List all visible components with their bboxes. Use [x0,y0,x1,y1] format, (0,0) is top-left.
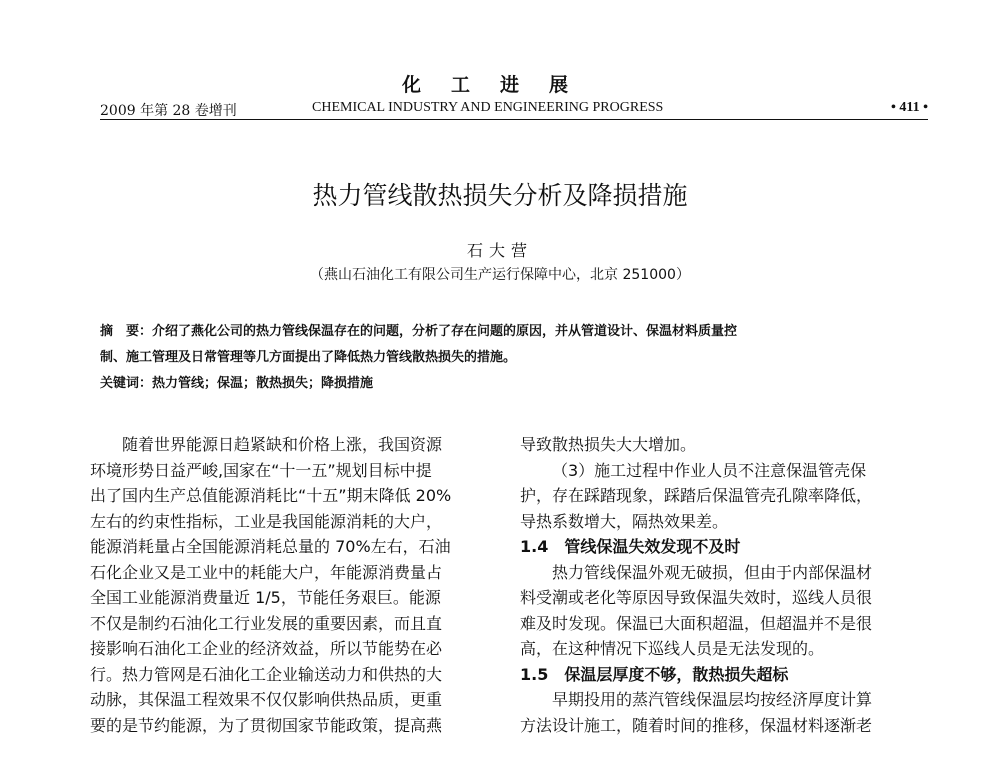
body-line: 高，在这种情况下巡线人员是无法发现的。 [520,639,825,658]
body-column-left [90,432,498,738]
body-line: 难及时发现。保温已大面积超温，但超温并不是很 [520,613,873,633]
section-heading-1-4: 1.4 管线保温失效发现不及时 [520,537,741,556]
abstract-text-line-2: 制、施工管理及日常管理等几方面提出了降低热力管线散热损失的措施。 [100,350,517,365]
header-rule [100,119,928,120]
body-line: 早期投用的蒸汽管线保温层均按经济厚度计算 [552,690,873,709]
body-line: 行。热力管网是石油化工企业输送动力和供热的大 [90,664,443,684]
author-affiliation: （燕山石油化工有限公司生产运行保障中心，北京 251000） [310,267,690,283]
body-line: 出了国内生产总值能源消耗比“十五”期末降低 20% [90,486,452,505]
body-line: 导热系数增大，隔热效果差。 [520,511,729,531]
body-line: 热力管线保温外观无破损，但由于内部保温材 [552,562,873,582]
abstract [100,319,908,371]
body-line: 环境形势日益严峻,国家在“十一五”规划目标中提 [90,460,432,480]
body-line: 能源消耗量占全国能源消耗总量的 70%左右，石油 [90,537,451,556]
body-line: 方法设计施工，随着时间的推移，保温材料逐渐老 [520,715,873,735]
body-line: 全国工业能源消费量近 1/5，节能任务艰巨。能源 [90,588,441,607]
body-column-right [520,432,928,738]
abstract-label: 摘 要： [100,324,153,339]
body-line: 随着世界能源日趋紧缺和价格上涨，我国资源 [122,435,443,454]
keywords-label: 关键词： [100,376,153,391]
body-line: 左右的约束性指标，工业是我国能源消耗的大户， [90,511,443,531]
body-line: 要的是节约能源，为了贯彻国家节能政策，提高燕 [90,715,443,735]
author-name: 石大营 [466,241,533,260]
abstract-text-line-1: 介绍了燕化公司的热力管线保温存在的问题，分析了存在问题的原因，并从管道设计、保温材料质量控 [152,324,738,339]
body-line: 接影响石油化工企业的经济效益，所以节能势在必 [90,639,443,658]
body-line: 石化企业又是工业中的耗能大户，年能源消费量占 [90,562,443,582]
journal-title-en: CHEMICAL INDUSTRY AND ENGINEERING PROGRESS [312,100,664,115]
body-line: 动脉，其保温工程效果不仅仅影响供热品质，更重 [90,690,443,709]
journal-title-cn: 化工进展 [401,74,598,96]
running-header [100,100,928,120]
page-number: • 411 • [890,100,928,115]
section-heading-1-5: 1.5 保温层厚度不够，散热损失超标 [520,664,789,684]
body-line: （3）施工过程中作业人员不注意保温管壳保 [552,460,867,480]
keywords [100,372,908,391]
keywords-text: 热力管线；保温；散热损失；降损措施 [152,376,374,391]
body-line: 导致散热损失大大增加。 [520,435,697,454]
body-line: 料受潮或老化等原因导致保温失效时，巡线人员很 [520,588,873,607]
article-title: 热力管线散热损失分析及降损措施 [312,181,688,210]
body-line: 不仅是制约石油化工行业发展的重要因素，而且直 [90,613,443,633]
issue-info: 2009 年第 28 卷增刊 [100,103,237,119]
body-line: 护，存在踩踏现象，踩踏后保温管壳孔隙率降低， [520,486,873,505]
